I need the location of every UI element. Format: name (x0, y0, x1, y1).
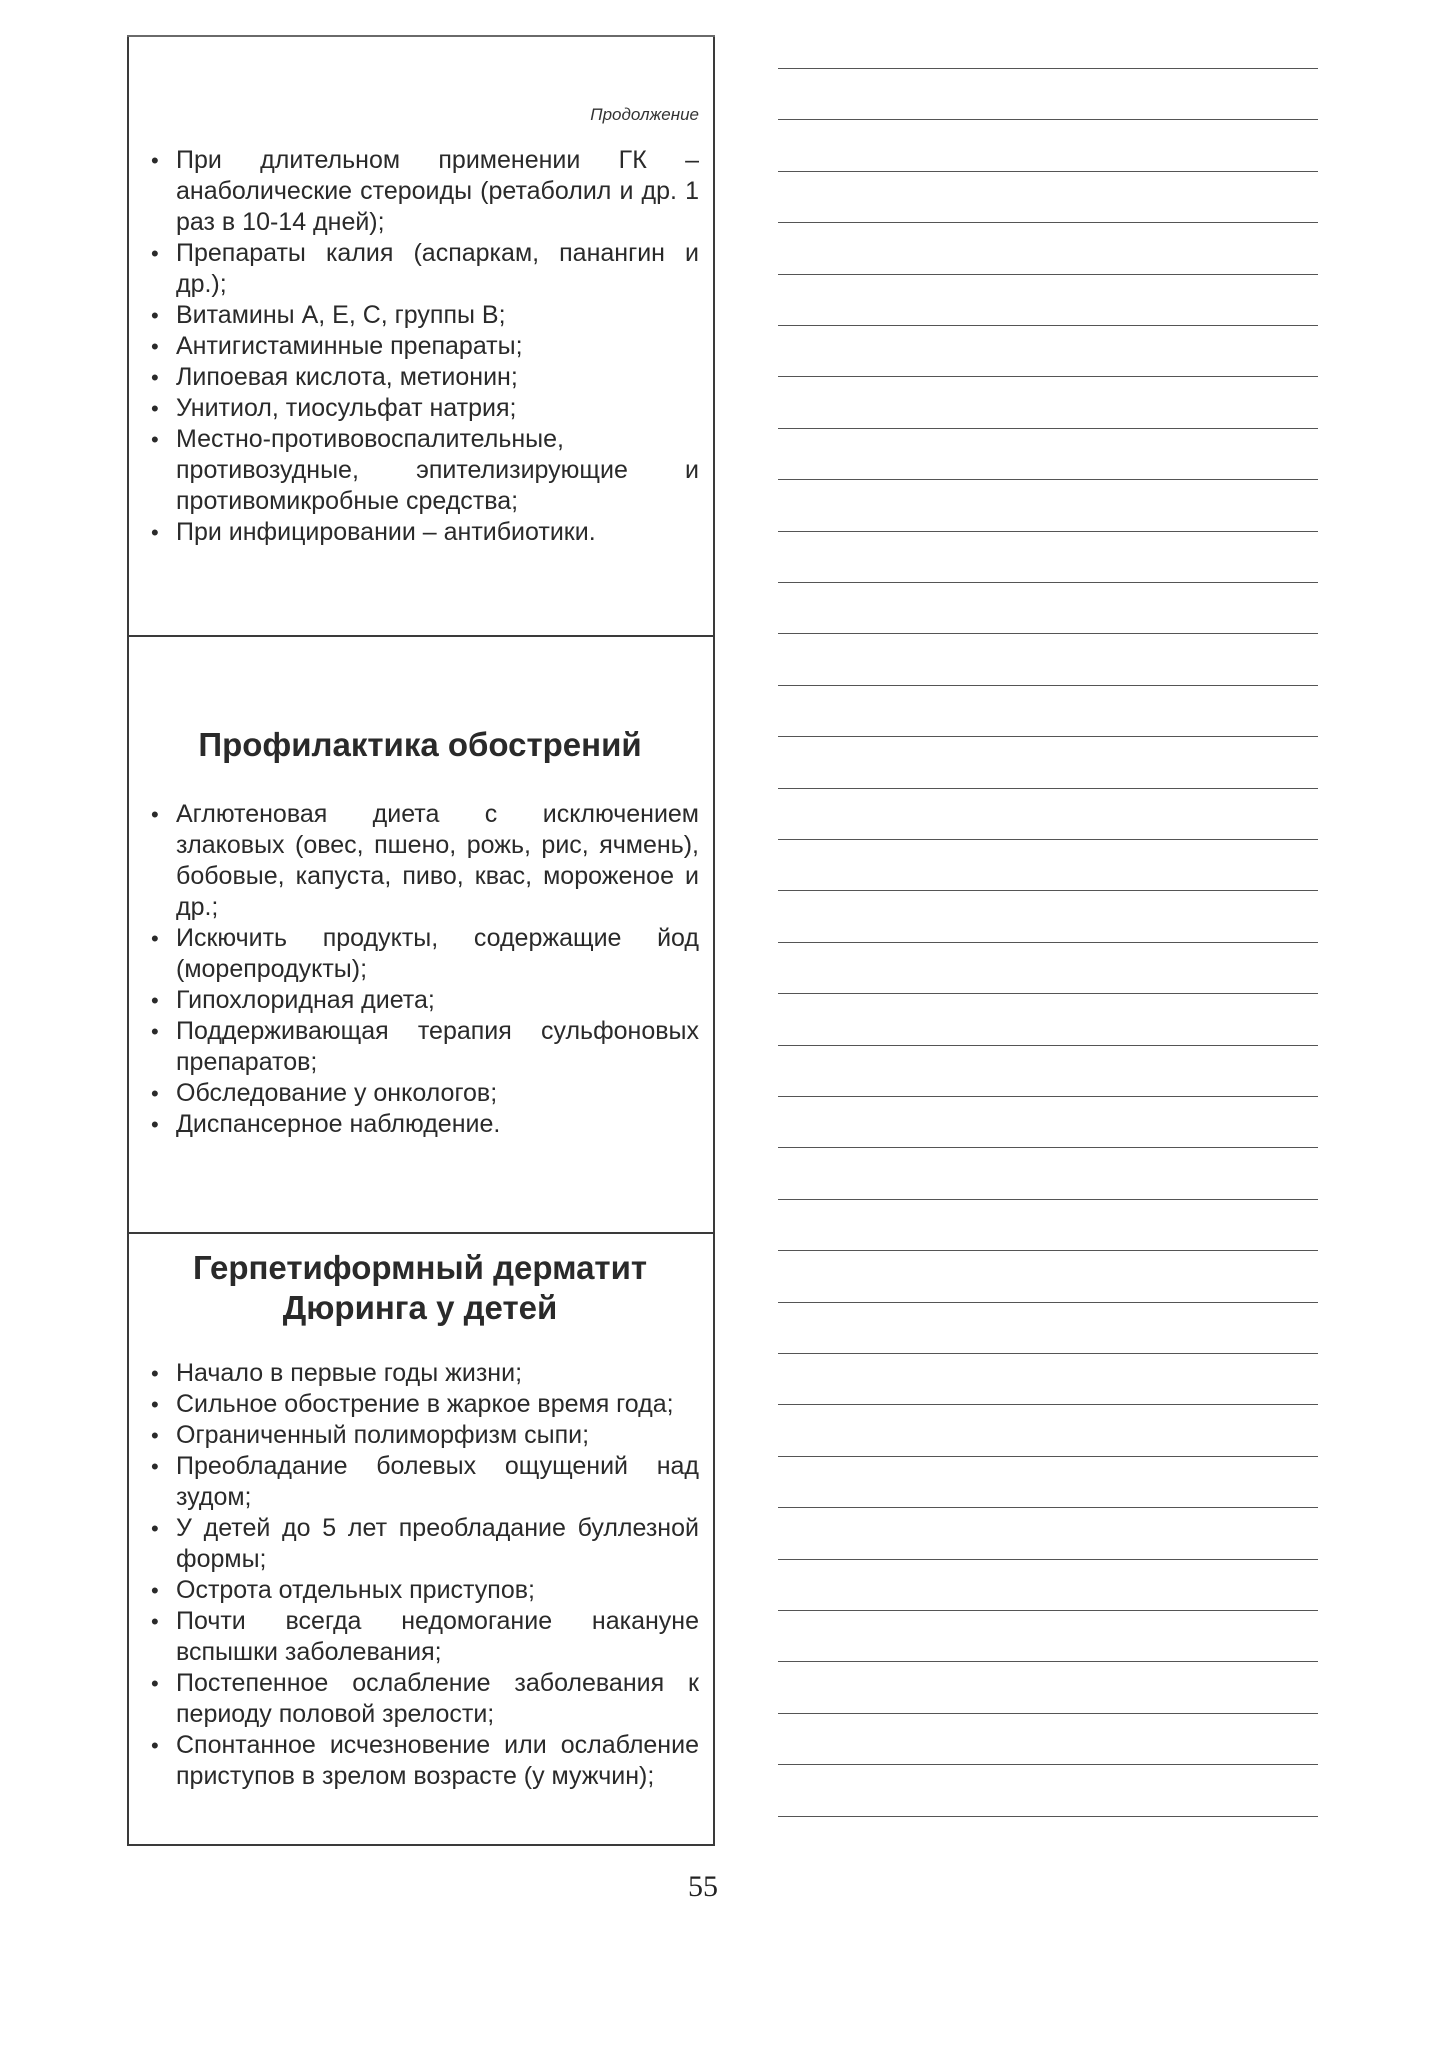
bullet-icon: • (151, 988, 159, 1013)
bullet-icon: • (151, 1671, 159, 1696)
note-line (778, 1816, 1318, 1817)
note-line (778, 1764, 1318, 1765)
bullet-icon: • (151, 148, 159, 173)
bullet-icon: • (151, 1578, 159, 1603)
bullet-icon: • (151, 1423, 159, 1448)
bullet-icon: • (151, 365, 159, 390)
note-line (778, 1045, 1318, 1046)
note-line (778, 68, 1318, 69)
note-line (778, 582, 1318, 583)
list-item: • Унитиол, тиосульфат натрия; (151, 394, 517, 422)
bullet-icon: • (151, 1609, 159, 1634)
note-line (778, 222, 1318, 223)
note-line (778, 993, 1318, 994)
treatment-list (141, 145, 699, 548)
note-line (778, 788, 1318, 789)
list-item: • Препараты калия (аспаркам, панангин и др.); (151, 239, 699, 298)
content-column (127, 37, 715, 1846)
note-line (778, 1353, 1318, 1354)
note-line (778, 839, 1318, 840)
note-line (778, 1661, 1318, 1662)
list-item: • Спонтанное исчезновение или ослабление приступов в зрелом возрасте (у мужчин); (151, 1731, 699, 1790)
bullet-icon: • (151, 303, 159, 328)
bullet-icon: • (151, 427, 159, 452)
list-item: • Аглютеновая диета с исключением злаковых (овес, пшено, рожь, рис, ячмень), бобовые, капуста, пиво, квас, мороженое и др.; (151, 800, 699, 921)
bullet-icon: • (151, 1733, 159, 1758)
list-item: • Диспансерное наблюдение. (151, 1110, 501, 1138)
list-item: • При инфицировании – антибиотики. (151, 518, 596, 546)
bullet-icon: • (151, 1516, 159, 1541)
prevention-title: Профилактика обострений (198, 726, 642, 763)
note-line (778, 1507, 1318, 1508)
note-line (778, 1713, 1318, 1714)
prevention-box (129, 637, 713, 1234)
list-item: • Острота отдельных приступов; (151, 1576, 535, 1604)
list-item: • Преобладание болевых ощущений над зудом; (151, 1452, 699, 1511)
note-line (778, 1199, 1318, 1200)
list-item: • Антигистаминные препараты; (151, 332, 523, 360)
treatment-continuation-box (129, 37, 713, 637)
note-line (778, 890, 1318, 891)
bullet-icon: • (151, 396, 159, 421)
note-line (778, 633, 1318, 634)
note-line (778, 1250, 1318, 1251)
bullet-icon: • (151, 1019, 159, 1044)
note-line (778, 942, 1318, 943)
notes-ruled-lines (778, 0, 1318, 1830)
bullet-icon: • (151, 1081, 159, 1106)
note-line (778, 1096, 1318, 1097)
bullet-icon: • (151, 802, 159, 827)
list-item: • Витамины A, E, C, группы B; (151, 301, 506, 329)
note-line (778, 325, 1318, 326)
dermatitis-title: Герпетиформный дерматит Дюринга у детей (192, 1249, 648, 1326)
note-line (778, 1302, 1318, 1303)
note-line (778, 531, 1318, 532)
page-number: 55 (688, 1870, 718, 1903)
note-line (778, 428, 1318, 429)
note-line (778, 376, 1318, 377)
note-line (778, 685, 1318, 686)
dermatitis-children-box (129, 1234, 713, 1844)
prevention-list (141, 799, 699, 1140)
list-item: • Липоевая кислота, метионин; (151, 363, 518, 391)
list-item: • Начало в первые годы жизни; (151, 1359, 523, 1387)
list-item: • Обследование у онкологов; (151, 1079, 498, 1107)
list-item: • У детей до 5 лет преобладание буллезной формы; (151, 1514, 699, 1573)
list-item: • При длительном применении ГК – анаболические стероиды (ретаболил и др. 1 раз в 10-14 дней); (151, 146, 699, 236)
dermatitis-list (141, 1358, 699, 1792)
note-line (778, 1404, 1318, 1405)
bullet-icon: • (151, 1454, 159, 1479)
bullet-icon: • (151, 334, 159, 359)
bullet-icon: • (151, 1112, 159, 1137)
bullet-icon: • (151, 926, 159, 951)
note-line (778, 171, 1318, 172)
list-item: • Сильное обострение в жаркое время года; (151, 1390, 674, 1418)
list-item: • Гипохлоридная диета; (151, 986, 435, 1014)
note-line (778, 1610, 1318, 1611)
note-line (778, 1456, 1318, 1457)
list-item: • Постепенное ослабление заболевания к периоду половой зрелости; (151, 1669, 699, 1728)
list-item: • Поддерживающая терапия сульфоновых препаратов; (151, 1017, 699, 1076)
bullet-icon: • (151, 1361, 159, 1386)
bullet-icon: • (151, 520, 159, 545)
continuation-label: Продолжение (590, 105, 699, 124)
list-item: • Местно-противовоспалительные, противозудные, эпителизирующие и противомикробные средства; (151, 425, 699, 515)
list-item: • Ограниченный полиморфизм сыпи; (151, 1421, 590, 1449)
list-item: • Искючить продукты, содержащие йод (морепродукты); (151, 924, 699, 983)
bullet-icon: • (151, 241, 159, 266)
note-line (778, 479, 1318, 480)
bullet-icon: • (151, 1392, 159, 1417)
note-line (778, 1559, 1318, 1560)
note-line (778, 1147, 1318, 1148)
note-line (778, 119, 1318, 120)
list-item: • Почти всегда недомогание накануне вспышки заболевания; (151, 1607, 699, 1666)
note-line (778, 736, 1318, 737)
note-line (778, 274, 1318, 275)
